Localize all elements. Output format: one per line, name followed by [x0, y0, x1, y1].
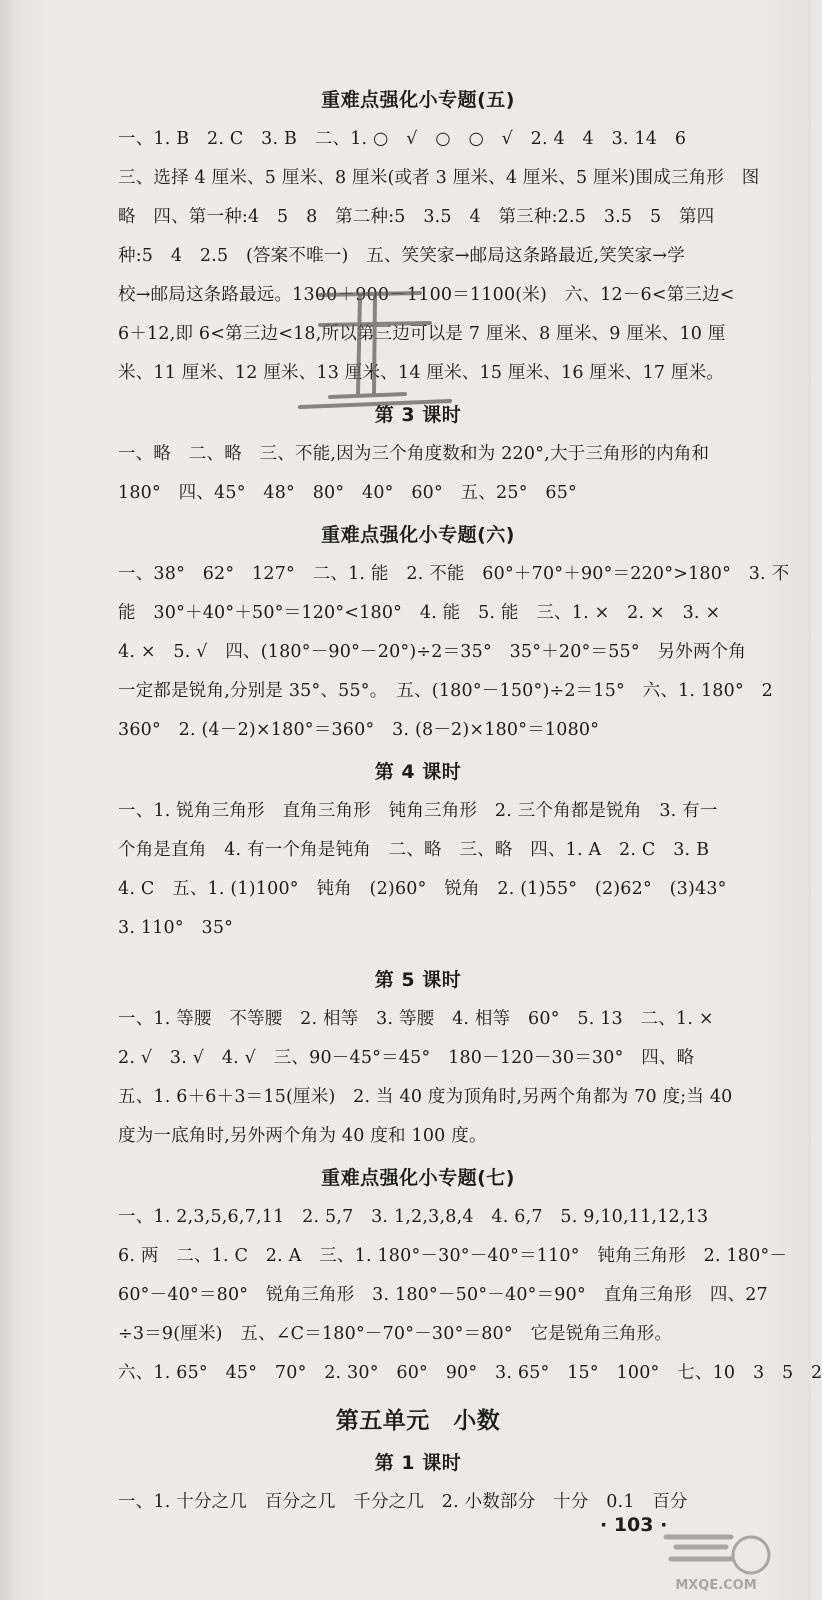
answer-line: 60°－40°＝80° 锐角三角形 3. 180°－50°－40°＝90° 直角三角形 四、27 [118, 1285, 768, 1305]
answer-line: 一、38° 62° 127° 二、1. 能 2. 不能 60°＋70°＋90°＝220°>180° 3. 不 [118, 564, 790, 584]
unit-heading: 第五单元 小数 [335, 1408, 501, 1434]
answer-line: 6＋12,即 6<第三边<18,所以第三边可以是 7 厘米、8 厘米、9 厘米、10 厘 [118, 324, 726, 344]
answer-line: 一、1. 2,3,5,6,7,11 2. 5,7 3. 1,2,3,8,4 4. 6,7 5. 9,10,11,12,13 [118, 1207, 709, 1227]
answer-line: 种:5 4 2.5 (答案不唯一) 五、笑笑家→邮局这条路最近,笑笑家→学 [118, 246, 685, 266]
answer-line: 一、1. 等腰 不等腰 2. 相等 3. 等腰 4. 相等 60° 5. 13 二、1. × [118, 1009, 714, 1029]
answer-line: 一、1. 十分之几 百分之几 千分之几 2. 小数部分 十分 0.1 百分 [118, 1492, 688, 1512]
section-7 [118, 1160, 822, 1393]
section-6 [118, 517, 790, 750]
answer-line: 校→邮局这条路最远。1300＋900－1100＝1100(米) 六、12－6<第三边< [118, 285, 735, 305]
section-heading: 第 3 课时 [374, 404, 462, 426]
unit-5-lesson-1 [118, 1445, 718, 1522]
answer-line: 2. √ 3. √ 4. √ 三、90－45°＝45° 180－120－30＝30° 四、略 [118, 1048, 695, 1068]
watermark-url: MXQE.COM [675, 1578, 757, 1593]
answer-line: 一、1. 锐角三角形 直角三角形 钝角三角形 2. 三个角都是锐角 3. 有一 [118, 801, 718, 821]
watermark-logo-icon [636, 1525, 806, 1595]
section-heading: 重难点强化小专题(七) [321, 1167, 515, 1189]
section-heading: 第 5 课时 [374, 969, 462, 991]
answer-line: 一、1. B 2. C 3. B 二、1. ○ √ ○ ○ √ 2. 4 4 3. 14 6 [118, 129, 687, 149]
answer-line: 4. C 五、1. (1)100° 钝角 (2)60° 锐角 2. (1)55° (2)62° (3)43° [118, 879, 727, 899]
section-heading: 第 1 课时 [374, 1452, 462, 1474]
page-number: · 103 · [600, 1514, 668, 1536]
answer-line: 一、略 二、略 三、不能,因为三个角度数和为 220°,大于三角形的内角和 [118, 444, 710, 464]
answer-line: 360° 2. (4－2)×180°＝360° 3. (8－2)×180°＝1080° [118, 720, 600, 740]
answer-line: 4. × 5. √ 四、(180°－90°－20°)÷2＝35° 35°＋20°＝55° 另外两个角 [118, 642, 747, 662]
answer-line: 六、1. 65° 45° 70° 2. 30° 60° 90° 3. 65° 15° 100° 七、10 3 5 2 [118, 1363, 822, 1383]
unit-5 [118, 1401, 718, 1441]
answer-line: ÷3＝9(厘米) 五、∠C＝180°－70°－30°＝80° 它是锐角三角形。 [118, 1324, 673, 1344]
answer-line: 米、11 厘米、12 厘米、13 厘米、14 厘米、15 厘米、16 厘米、17 厘米。 [118, 363, 725, 383]
answer-line: 一定都是锐角,分别是 35°、55°。 五、(180°－150°)÷2＝15° 六、1. 180° 2 [118, 681, 773, 701]
section-heading: 第 4 课时 [374, 761, 462, 783]
answer-line: 五、1. 6＋6＋3＝15(厘米) 2. 当 40 度为顶角时,另两个角都为 70 度;当 40 [118, 1087, 733, 1107]
answer-line: 能 30°＋40°＋50°＝120°<180° 4. 能 5. 能 三、1. × 2. × 3. × [118, 603, 721, 623]
answer-line: 6. 两 二、1. C 2. A 三、1. 180°－30°－40°＝110° 钝角三角形 2. 180°－ [118, 1246, 788, 1266]
answer-line: 3. 110° 35° [118, 918, 234, 938]
answer-line: 略 四、第一种:4 5 8 第二种:5 3.5 4 第三种:2.5 3.5 5 第四 [118, 207, 715, 227]
lesson-4 [118, 754, 727, 948]
section-heading: 重难点强化小专题(五) [321, 89, 515, 111]
answer-line: 三、选择 4 厘米、5 厘米、8 厘米(或者 3 厘米、4 厘米、5 厘米)围成三角形 图 [118, 168, 760, 188]
section-heading: 重难点强化小专题(六) [321, 524, 515, 546]
answer-line: 180° 四、45° 48° 80° 40° 60° 五、25° 65° [118, 483, 577, 503]
answer-line: 度为一底角时,另外两个角为 40 度和 100 度。 [118, 1126, 487, 1146]
lesson-5 [118, 962, 733, 1156]
answer-line: 个角是直角 4. 有一个角是钝角 二、略 三、略 四、1. A 2. C 3. B [118, 840, 710, 860]
stamp-mark-icon [300, 275, 460, 465]
